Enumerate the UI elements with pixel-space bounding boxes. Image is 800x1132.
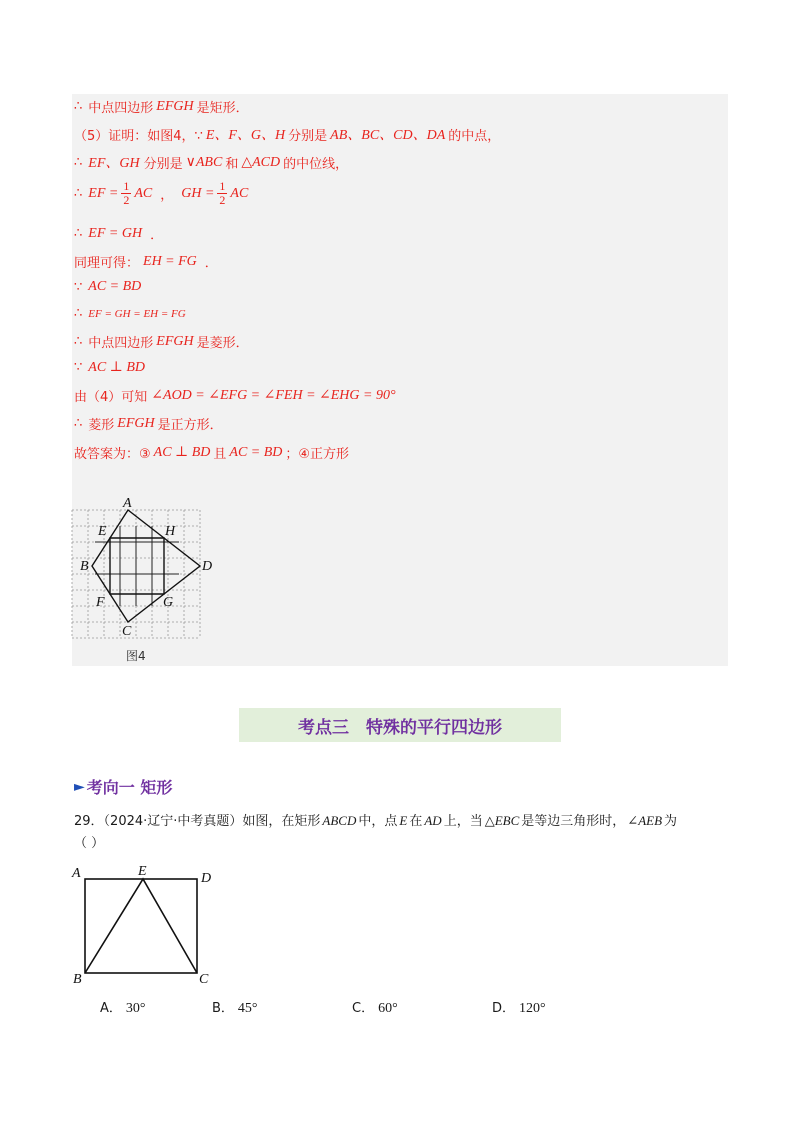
solution-line-13: 故答案为：③ AC ⊥ BD 且 AC = BD ；④正方形 (74, 444, 350, 462)
label-A: A (72, 866, 81, 881)
label-B: B (80, 559, 89, 574)
label-B: B (73, 972, 82, 987)
label-E: E (138, 864, 147, 879)
label-A: A (123, 496, 132, 511)
triangle-bullet-icon: ► (74, 778, 85, 795)
subsection-heading (74, 775, 172, 798)
solution-line-12: ∴ 菱形 EFGH 是正方形． (74, 415, 223, 433)
triangle-ebc (85, 879, 197, 973)
answer-options (0, 997, 800, 1019)
solution-line-3: ∴ EF、GH 分别是 ∨ABC 和 △ACD 的中位线， (74, 154, 349, 172)
question-29: 29．（2024·辽宁·中考真题）如图，在矩形 ABCD 中，点 E 在 AD 上，当 △EBC 是等边三角形时， ∠AEB 为 （ ） (74, 813, 678, 851)
question-29-diagram (70, 862, 220, 987)
solution-line-5: ∴ EF = GH ． (74, 225, 164, 243)
solution-line-2: （5）证明：如图4，∵ E、F、G、H 分别是 AB、BC、CD、DA 的中点， (74, 128, 501, 144)
label-G: G (163, 595, 174, 610)
figure-4-caption: 图4 (126, 649, 146, 663)
solution-line-6: 同理可得： EH = FG ． (74, 253, 218, 271)
label-D: D (202, 559, 213, 574)
label-F: F (96, 595, 105, 610)
solution-line-1: ∴ 中点四边形 EFGH 是矩形． (74, 98, 249, 116)
option-b[interactable]: B． 45° (212, 1001, 258, 1016)
section-title: 考点三 特殊的平行四边形 (298, 717, 502, 738)
label-C: C (199, 972, 209, 987)
section-banner (239, 708, 561, 742)
solution-line-11: 由（4）可知 ∠AOD = ∠EFG = ∠FEH = ∠EHG = 90° (74, 388, 396, 405)
label-H: H (165, 524, 176, 539)
solution-line-9: ∴ 中点四边形 EFGH 是菱形． (74, 333, 249, 351)
solution-line-7: ∵ AC = BD (74, 279, 142, 295)
option-d[interactable]: D． 120° (492, 1001, 546, 1016)
subsection-title: 考向一 矩形 (86, 778, 173, 797)
figure-4-diagram (72, 495, 213, 645)
solution-line-8: ∴ EF = GH = EH = FG (74, 306, 186, 321)
label-D: D (201, 871, 212, 886)
option-a[interactable]: A． 30° (100, 1001, 146, 1016)
label-E: E (98, 524, 107, 539)
fraction-half: $\frac{1}{2}$ (123, 179, 130, 207)
solution-line-4: ∴ EF = $\frac{1}{2}$ AC ， GH = $\frac{1}{2}$ AC (74, 179, 249, 207)
fraction-half-2: $\frac{1}{2}$ (219, 179, 226, 207)
solution-line-10: ∵ AC ⊥ BD (74, 360, 145, 375)
option-c[interactable]: C． 60° (352, 1001, 398, 1016)
label-C: C (122, 624, 132, 639)
rectangle-abcd (85, 879, 197, 973)
quadrilateral-efgh (110, 538, 164, 594)
answer-blank: （ ） (74, 836, 105, 851)
